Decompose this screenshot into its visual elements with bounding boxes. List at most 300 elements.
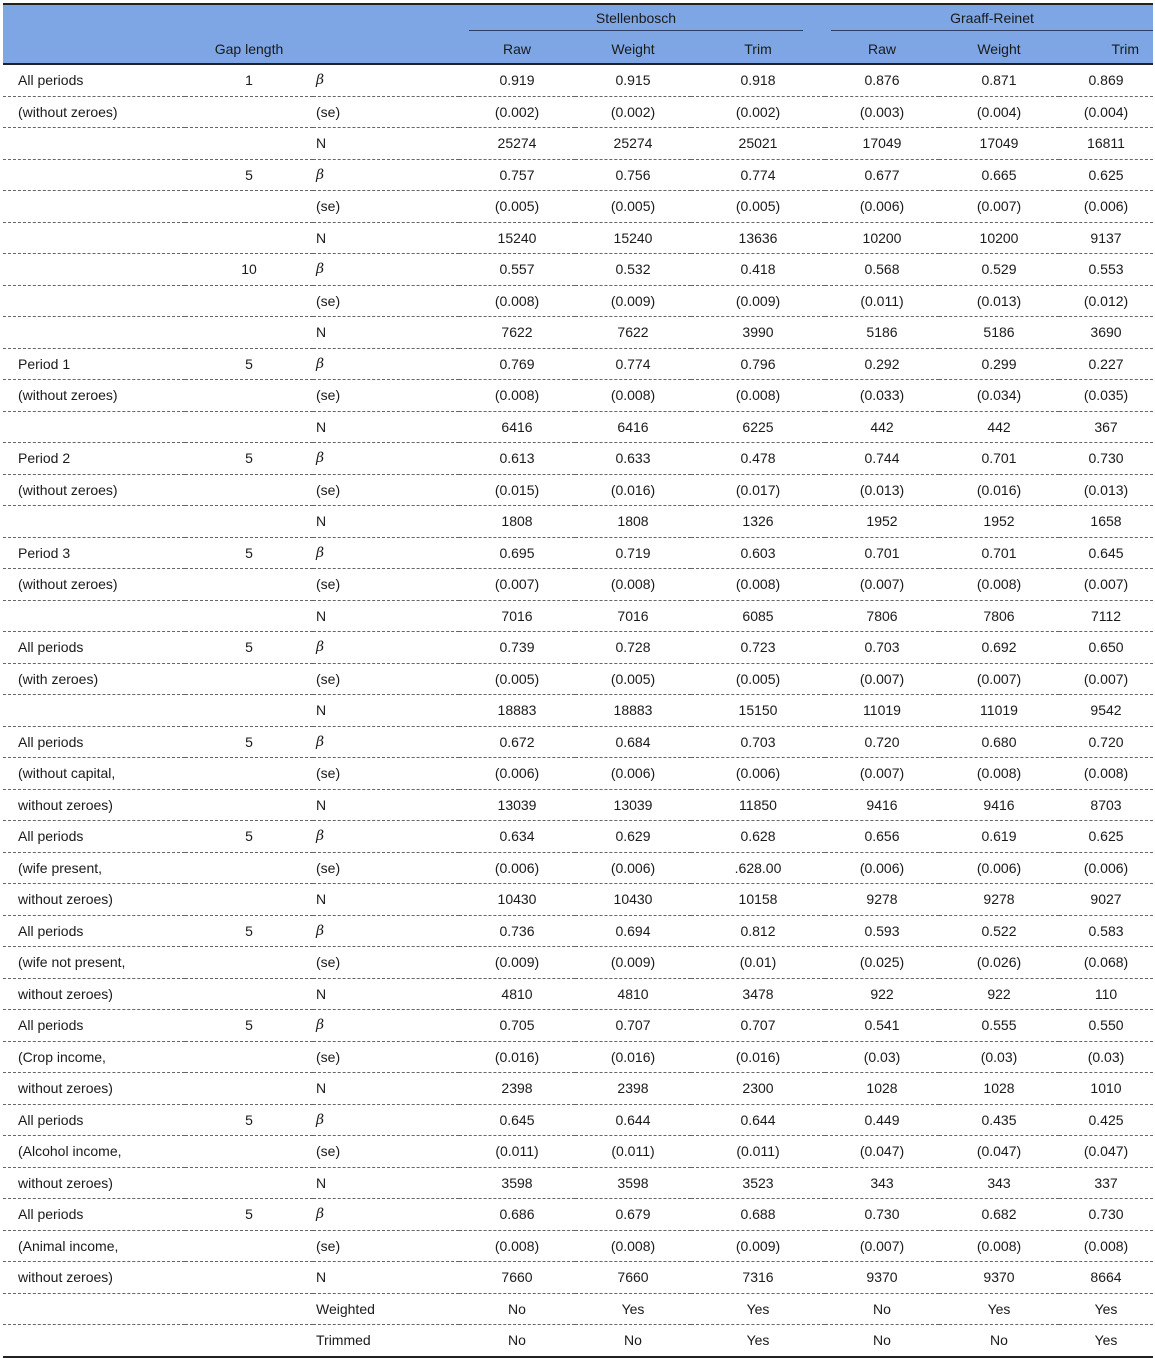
- value-cell: (0.007): [459, 569, 575, 601]
- value-cell: (0.008): [459, 285, 575, 317]
- value-cell: 442: [939, 411, 1059, 443]
- value-cell: 0.692: [939, 632, 1059, 664]
- row-label: [3, 222, 185, 254]
- value-cell: 11019: [939, 695, 1059, 727]
- value-cell: 9370: [825, 1262, 939, 1294]
- column-header: Raw: [459, 35, 575, 64]
- stat-label: (se): [313, 285, 459, 317]
- table-row: [3, 726, 1153, 758]
- value-cell: 343: [939, 1167, 1059, 1199]
- value-cell: 367: [1059, 411, 1153, 443]
- gap-length-cell: [185, 569, 313, 601]
- value-cell: Yes: [939, 1293, 1059, 1325]
- gap-length-header: Gap length: [185, 35, 313, 64]
- value-cell: (0.008): [691, 569, 825, 601]
- row-label: [3, 1325, 185, 1357]
- stat-label: (se): [313, 1136, 459, 1168]
- stat-label: (se): [313, 569, 459, 601]
- table-row: [3, 1293, 1153, 1325]
- value-cell: 3478: [691, 978, 825, 1010]
- value-cell: 3598: [459, 1167, 575, 1199]
- row-label: without zeroes): [3, 884, 185, 916]
- stat-label: (se): [313, 663, 459, 695]
- stat-label: N: [313, 695, 459, 727]
- gap-length-cell: [185, 1293, 313, 1325]
- value-cell: 3990: [691, 317, 825, 349]
- value-cell: (0.007): [1059, 569, 1153, 601]
- value-cell: Yes: [691, 1293, 825, 1325]
- value-cell: (0.008): [459, 1230, 575, 1262]
- value-cell: (0.008): [575, 1230, 691, 1262]
- value-cell: 0.686: [459, 1199, 575, 1231]
- stat-label: N: [313, 128, 459, 160]
- value-cell: (0.016): [575, 474, 691, 506]
- group-header-stellenbosch: Stellenbosch: [459, 4, 825, 35]
- value-cell: 0.650: [1059, 632, 1153, 664]
- row-label: without zeroes): [3, 1262, 185, 1294]
- stat-label: (se): [313, 474, 459, 506]
- table-row: [3, 317, 1153, 349]
- value-cell: (0.016): [459, 1041, 575, 1073]
- value-cell: 15150: [691, 695, 825, 727]
- value-cell: 0.703: [825, 632, 939, 664]
- gap-length-cell: [185, 1262, 313, 1294]
- value-cell: (0.008): [691, 380, 825, 412]
- table-row: [3, 191, 1153, 223]
- value-cell: Yes: [691, 1325, 825, 1357]
- value-cell: 0.299: [939, 348, 1059, 380]
- value-cell: 0.625: [1059, 159, 1153, 191]
- table-row: [3, 1199, 1153, 1231]
- value-cell: 9278: [939, 884, 1059, 916]
- value-cell: 0.629: [575, 821, 691, 853]
- value-cell: (0.009): [691, 1230, 825, 1262]
- value-cell: 0.707: [691, 1010, 825, 1042]
- value-cell: 6416: [575, 411, 691, 443]
- value-cell: 0.568: [825, 254, 939, 286]
- value-cell: 7660: [459, 1262, 575, 1294]
- value-cell: 11019: [825, 695, 939, 727]
- value-cell: .628.00: [691, 852, 825, 884]
- value-cell: (0.016): [939, 474, 1059, 506]
- value-cell: 0.720: [1059, 726, 1153, 758]
- value-cell: (0.004): [1059, 96, 1153, 128]
- value-cell: 0.769: [459, 348, 575, 380]
- gap-length-cell: 5: [185, 821, 313, 853]
- value-cell: 0.918: [691, 64, 825, 96]
- value-cell: (0.007): [825, 1230, 939, 1262]
- value-cell: 3690: [1059, 317, 1153, 349]
- value-cell: (0.006): [825, 852, 939, 884]
- value-cell: (0.006): [459, 852, 575, 884]
- value-cell: 7112: [1059, 600, 1153, 632]
- row-label: All periods: [3, 64, 185, 96]
- value-cell: 0.557: [459, 254, 575, 286]
- value-cell: Yes: [1059, 1293, 1153, 1325]
- table-row: [3, 1230, 1153, 1262]
- stat-label: N: [313, 222, 459, 254]
- value-cell: (0.011): [825, 285, 939, 317]
- value-cell: 25274: [459, 128, 575, 160]
- value-cell: (0.006): [825, 191, 939, 223]
- value-cell: 3523: [691, 1167, 825, 1199]
- value-cell: 0.774: [575, 348, 691, 380]
- value-cell: 25021: [691, 128, 825, 160]
- value-cell: 1808: [459, 506, 575, 538]
- value-cell: 0.730: [1059, 1199, 1153, 1231]
- value-cell: 0.688: [691, 1199, 825, 1231]
- stat-label: β: [313, 348, 459, 380]
- value-cell: 8664: [1059, 1262, 1153, 1294]
- value-cell: 0.555: [939, 1010, 1059, 1042]
- value-cell: 0.774: [691, 159, 825, 191]
- value-cell: (0.009): [459, 947, 575, 979]
- value-cell: 0.550: [1059, 1010, 1153, 1042]
- table-row: [3, 758, 1153, 790]
- value-cell: 0.529: [939, 254, 1059, 286]
- table-row: [3, 380, 1153, 412]
- value-cell: 0.744: [825, 443, 939, 475]
- table-row: [3, 915, 1153, 947]
- value-cell: 0.644: [575, 1104, 691, 1136]
- value-cell: 4810: [459, 978, 575, 1010]
- value-cell: 0.583: [1059, 915, 1153, 947]
- value-cell: 0.730: [1059, 443, 1153, 475]
- value-cell: 16811: [1059, 128, 1153, 160]
- value-cell: (0.007): [825, 758, 939, 790]
- table-row: [3, 978, 1153, 1010]
- value-cell: 1010: [1059, 1073, 1153, 1105]
- stat-label: N: [313, 1073, 459, 1105]
- value-cell: 9542: [1059, 695, 1153, 727]
- value-cell: 7622: [575, 317, 691, 349]
- value-cell: (0.005): [691, 663, 825, 695]
- value-cell: 0.677: [825, 159, 939, 191]
- gap-length-cell: [185, 1041, 313, 1073]
- row-label: [3, 695, 185, 727]
- value-cell: 0.757: [459, 159, 575, 191]
- gap-length-cell: [185, 1230, 313, 1262]
- value-cell: 2398: [459, 1073, 575, 1105]
- value-cell: 0.723: [691, 632, 825, 664]
- gap-length-cell: [185, 663, 313, 695]
- row-label: (Crop income,: [3, 1041, 185, 1073]
- stat-label: (se): [313, 1230, 459, 1262]
- value-cell: 922: [825, 978, 939, 1010]
- gap-length-cell: 5: [185, 443, 313, 475]
- value-cell: 9416: [939, 789, 1059, 821]
- value-cell: (0.008): [939, 569, 1059, 601]
- column-header: Raw: [825, 35, 939, 64]
- value-cell: 0.522: [939, 915, 1059, 947]
- stat-label: β: [313, 254, 459, 286]
- value-cell: 0.756: [575, 159, 691, 191]
- value-cell: 0.553: [1059, 254, 1153, 286]
- row-label: All periods: [3, 632, 185, 664]
- gap-length-cell: [185, 947, 313, 979]
- table-row: [3, 789, 1153, 821]
- value-cell: No: [825, 1293, 939, 1325]
- value-cell: 0.644: [691, 1104, 825, 1136]
- value-cell: 7660: [575, 1262, 691, 1294]
- gap-length-cell: [185, 191, 313, 223]
- value-cell: (0.005): [575, 191, 691, 223]
- value-cell: (0.007): [939, 191, 1059, 223]
- value-cell: (0.068): [1059, 947, 1153, 979]
- value-cell: 0.703: [691, 726, 825, 758]
- value-cell: 1808: [575, 506, 691, 538]
- value-cell: (0.008): [459, 380, 575, 412]
- value-cell: 110: [1059, 978, 1153, 1010]
- stat-label: β: [313, 443, 459, 475]
- value-cell: 0.695: [459, 537, 575, 569]
- value-cell: 0.694: [575, 915, 691, 947]
- value-cell: (0.017): [691, 474, 825, 506]
- value-cell: (0.006): [575, 758, 691, 790]
- value-cell: (0.012): [1059, 285, 1153, 317]
- value-cell: (0.008): [1059, 758, 1153, 790]
- table-row: [3, 411, 1153, 443]
- column-header: Weight: [939, 35, 1059, 64]
- value-cell: (0.03): [1059, 1041, 1153, 1073]
- value-cell: 18883: [575, 695, 691, 727]
- table-row: [3, 1104, 1153, 1136]
- value-cell: 0.730: [825, 1199, 939, 1231]
- value-cell: 0.628: [691, 821, 825, 853]
- value-cell: 3598: [575, 1167, 691, 1199]
- value-cell: 922: [939, 978, 1059, 1010]
- value-cell: 13039: [459, 789, 575, 821]
- value-cell: 2398: [575, 1073, 691, 1105]
- row-label: [3, 159, 185, 191]
- table-row: [3, 852, 1153, 884]
- value-cell: 7316: [691, 1262, 825, 1294]
- row-label: [3, 1293, 185, 1325]
- table-row: [3, 506, 1153, 538]
- gap-length-cell: [185, 317, 313, 349]
- row-label: (without zeroes): [3, 96, 185, 128]
- value-cell: 0.227: [1059, 348, 1153, 380]
- table-row: [3, 128, 1153, 160]
- row-label: (wife present,: [3, 852, 185, 884]
- gap-length-cell: 1: [185, 64, 313, 96]
- stat-label: N: [313, 600, 459, 632]
- row-label: without zeroes): [3, 1167, 185, 1199]
- value-cell: 0.915: [575, 64, 691, 96]
- gap-length-cell: [185, 852, 313, 884]
- value-cell: 0.701: [825, 537, 939, 569]
- value-cell: (0.011): [575, 1136, 691, 1168]
- table-row: [3, 285, 1153, 317]
- value-cell: (0.006): [1059, 191, 1153, 223]
- row-label: [3, 254, 185, 286]
- table-row: [3, 474, 1153, 506]
- row-label: (Animal income,: [3, 1230, 185, 1262]
- stat-label: N: [313, 1167, 459, 1199]
- row-label: (without capital,: [3, 758, 185, 790]
- gap-length-cell: 5: [185, 915, 313, 947]
- table-row: [3, 569, 1153, 601]
- value-cell: 1326: [691, 506, 825, 538]
- value-cell: 0.682: [939, 1199, 1059, 1231]
- value-cell: (0.035): [1059, 380, 1153, 412]
- gap-length-cell: 5: [185, 537, 313, 569]
- value-cell: (0.011): [459, 1136, 575, 1168]
- gap-length-cell: [185, 884, 313, 916]
- value-cell: 0.541: [825, 1010, 939, 1042]
- value-cell: (0.016): [575, 1041, 691, 1073]
- value-cell: (0.011): [691, 1136, 825, 1168]
- value-cell: 0.603: [691, 537, 825, 569]
- value-cell: 0.728: [575, 632, 691, 664]
- value-cell: 7806: [825, 600, 939, 632]
- value-cell: 13636: [691, 222, 825, 254]
- value-cell: (0.002): [691, 96, 825, 128]
- value-cell: 2300: [691, 1073, 825, 1105]
- value-cell: (0.009): [691, 285, 825, 317]
- gap-length-cell: 10: [185, 254, 313, 286]
- table-row: [3, 222, 1153, 254]
- stat-label: Trimmed: [313, 1325, 459, 1357]
- value-cell: 0.645: [1059, 537, 1153, 569]
- stat-label: β: [313, 64, 459, 96]
- value-cell: 0.680: [939, 726, 1059, 758]
- row-label: Period 3: [3, 537, 185, 569]
- value-cell: (0.034): [939, 380, 1059, 412]
- row-label: [3, 317, 185, 349]
- value-cell: (0.002): [575, 96, 691, 128]
- stat-label: (se): [313, 758, 459, 790]
- stat-label: (se): [313, 947, 459, 979]
- table-row: [3, 1325, 1153, 1357]
- gap-length-cell: [185, 1325, 313, 1357]
- row-label: (wife not present,: [3, 947, 185, 979]
- value-cell: 10430: [459, 884, 575, 916]
- value-cell: (0.047): [1059, 1136, 1153, 1168]
- value-cell: 0.739: [459, 632, 575, 664]
- value-cell: 5186: [939, 317, 1059, 349]
- value-cell: 9027: [1059, 884, 1153, 916]
- value-cell: 15240: [459, 222, 575, 254]
- gap-length-cell: [185, 222, 313, 254]
- value-cell: 5186: [825, 317, 939, 349]
- row-label: All periods: [3, 726, 185, 758]
- value-cell: 0.478: [691, 443, 825, 475]
- value-cell: 10200: [825, 222, 939, 254]
- table-row: [3, 254, 1153, 286]
- value-cell: No: [825, 1325, 939, 1357]
- stat-label: β: [313, 632, 459, 664]
- value-cell: (0.007): [825, 569, 939, 601]
- value-cell: (0.015): [459, 474, 575, 506]
- value-cell: (0.006): [691, 758, 825, 790]
- value-cell: 0.684: [575, 726, 691, 758]
- table-row: [3, 96, 1153, 128]
- row-label: All periods: [3, 915, 185, 947]
- stat-label: β: [313, 1010, 459, 1042]
- value-cell: 17049: [939, 128, 1059, 160]
- stat-label: β: [313, 537, 459, 569]
- value-cell: 0.645: [459, 1104, 575, 1136]
- value-cell: (0.005): [459, 663, 575, 695]
- value-cell: 0.871: [939, 64, 1059, 96]
- value-cell: 17049: [825, 128, 939, 160]
- value-cell: No: [459, 1325, 575, 1357]
- value-cell: 6225: [691, 411, 825, 443]
- value-cell: (0.047): [825, 1136, 939, 1168]
- row-label: [3, 191, 185, 223]
- stat-label: β: [313, 1199, 459, 1231]
- value-cell: 9278: [825, 884, 939, 916]
- value-cell: 6416: [459, 411, 575, 443]
- value-cell: 15240: [575, 222, 691, 254]
- stat-label: N: [313, 1262, 459, 1294]
- value-cell: 8703: [1059, 789, 1153, 821]
- row-label: Period 1: [3, 348, 185, 380]
- gap-length-cell: 5: [185, 159, 313, 191]
- value-cell: 10430: [575, 884, 691, 916]
- value-cell: (0.007): [939, 663, 1059, 695]
- value-cell: 0.619: [939, 821, 1059, 853]
- value-cell: 0.736: [459, 915, 575, 947]
- value-cell: 0.656: [825, 821, 939, 853]
- stat-label: N: [313, 978, 459, 1010]
- column-header: Trim: [1059, 35, 1153, 64]
- value-cell: 10200: [939, 222, 1059, 254]
- regression-table: [3, 3, 1153, 1358]
- stat-label: (se): [313, 1041, 459, 1073]
- table-row: [3, 1010, 1153, 1042]
- value-cell: (0.047): [939, 1136, 1059, 1168]
- value-cell: 0.532: [575, 254, 691, 286]
- value-cell: (0.007): [1059, 663, 1153, 695]
- row-label: (without zeroes): [3, 569, 185, 601]
- value-cell: 0.418: [691, 254, 825, 286]
- value-cell: (0.006): [575, 852, 691, 884]
- value-cell: 4810: [575, 978, 691, 1010]
- row-label: All periods: [3, 1010, 185, 1042]
- value-cell: (0.03): [825, 1041, 939, 1073]
- value-cell: 0.919: [459, 64, 575, 96]
- value-cell: 0.425: [1059, 1104, 1153, 1136]
- value-cell: No: [939, 1325, 1059, 1357]
- row-label: (without zeroes): [3, 380, 185, 412]
- row-label: (Alcohol income,: [3, 1136, 185, 1168]
- value-cell: 0.876: [825, 64, 939, 96]
- table-row: [3, 64, 1153, 96]
- value-cell: 9137: [1059, 222, 1153, 254]
- value-cell: (0.013): [825, 474, 939, 506]
- row-label: [3, 600, 185, 632]
- table-row: [3, 1041, 1153, 1073]
- stat-label: Weighted: [313, 1293, 459, 1325]
- row-label: All periods: [3, 821, 185, 853]
- value-cell: (0.026): [939, 947, 1059, 979]
- value-cell: 1952: [939, 506, 1059, 538]
- value-cell: (0.005): [691, 191, 825, 223]
- gap-length-cell: [185, 380, 313, 412]
- value-cell: (0.033): [825, 380, 939, 412]
- table-row: [3, 663, 1153, 695]
- value-cell: 442: [825, 411, 939, 443]
- value-cell: (0.009): [575, 285, 691, 317]
- value-cell: (0.007): [825, 663, 939, 695]
- table-row: [3, 695, 1153, 727]
- row-label: (without zeroes): [3, 474, 185, 506]
- table-row: [3, 600, 1153, 632]
- stat-label: N: [313, 317, 459, 349]
- value-cell: No: [459, 1293, 575, 1325]
